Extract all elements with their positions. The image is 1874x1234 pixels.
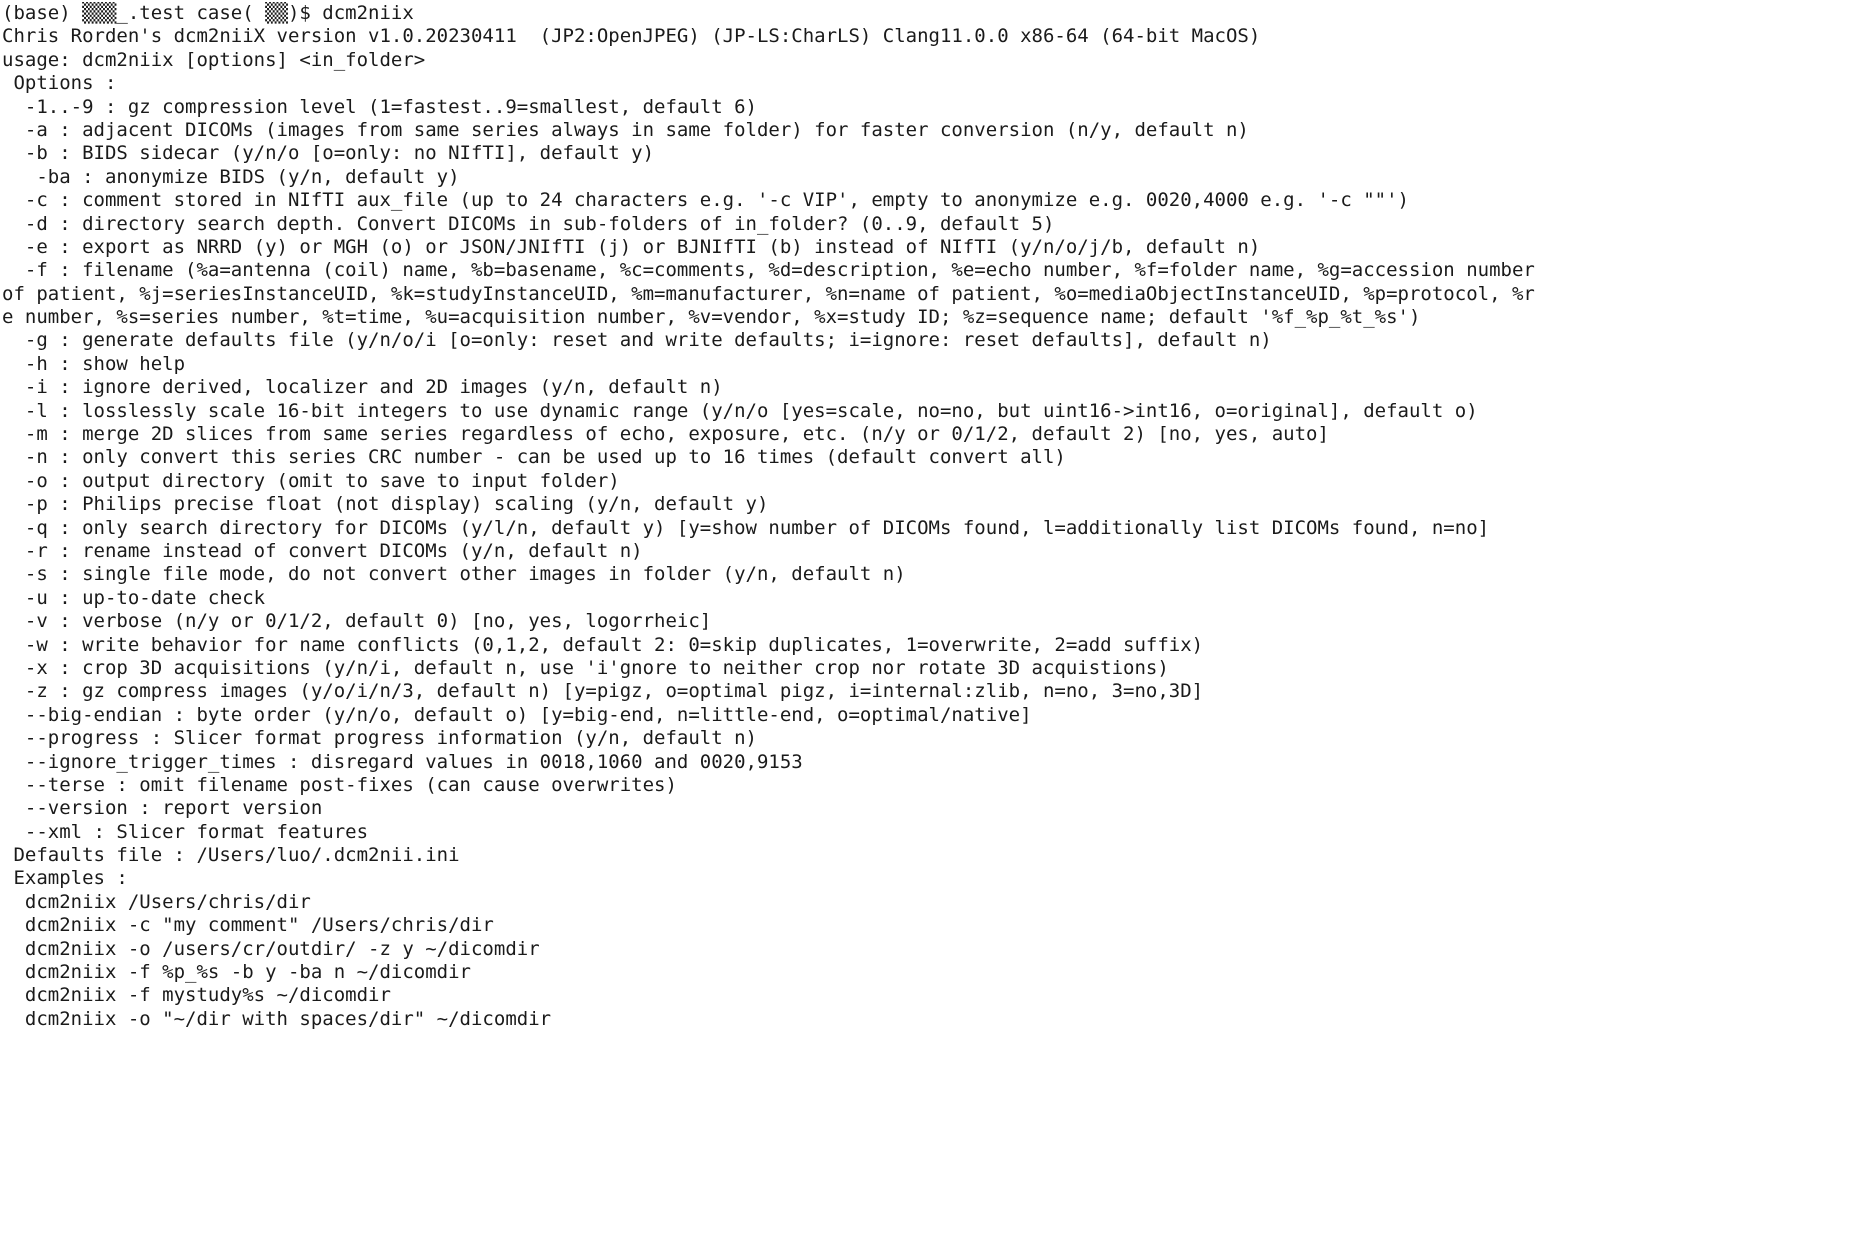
terminal-output-line: -q : only search directory for DICOMs (y/l/n, default y) [y=show number of DICOMs found, l=additionally list DICOMs found, n=no] [2, 516, 1490, 539]
terminal-output-line: -o : output directory (omit to save to input folder) [2, 469, 620, 492]
terminal-output-line: -v : verbose (n/y or 0/1/2, default 0) [no, yes, logorrheic] [2, 610, 712, 633]
terminal-output-line: -a : adjacent DICOMs (images from same series always in same folder) for faster conversion (n/y, default n) [2, 118, 1249, 141]
terminal-output-line: -e : export as NRRD (y) or MGH (o) or JSON/JNIfTI (j) or BJNIfTI (b) instead of NIfTI (y/n/o/j/b, default n) [2, 235, 1261, 258]
terminal-prompt-line: (base) ▒▒▒_.test case( ▒▒)$ dcm2niix [2, 2, 414, 24]
terminal-output-line: -l : losslessly scale 16-bit integers to use dynamic range (y/n/o [yes=scale, no=no, but uint16->int16, o=original], default o) [2, 399, 1478, 422]
terminal-output-line: -p : Philips precise float (not display) scaling (y/n, default y) [2, 493, 769, 516]
terminal-output-line: -d : directory search depth. Convert DICOMs in sub-folders of in_folder? (0..9, default 5) [2, 212, 1055, 235]
terminal-output-line: dcm2niix -o "~/dir with spaces/dir" ~/dicomdir [2, 1007, 552, 1030]
terminal-output-line: dcm2niix -f %p_%s -b y -ba n ~/dicomdir [2, 961, 471, 984]
terminal-output-line: -i : ignore derived, localizer and 2D images (y/n, default n) [2, 376, 723, 399]
terminal-output-line: --big-endian : byte order (y/n/o, default o) [y=big-end, n=little-end, o=optimal/native] [2, 703, 1032, 726]
terminal-output-line: -ba : anonymize BIDS (y/n, default y) [2, 165, 460, 188]
terminal-output-line: Examples : [2, 867, 128, 890]
terminal-output-line: dcm2niix -c "my comment" /Users/chris/dir [2, 914, 494, 937]
terminal-output-line: --ignore_trigger_times : disregard values in 0018,1060 and 0020,9153 [2, 750, 803, 773]
terminal-output-line: Options : [2, 72, 117, 95]
terminal-output-line: -r : rename instead of convert DICOMs (y/n, default n) [2, 539, 643, 562]
terminal-output-line: -u : up-to-date check [2, 586, 266, 609]
terminal-output-line: -n : only convert this series CRC number - can be used up to 16 times (default convert all) [2, 446, 1066, 469]
terminal-output-line: usage: dcm2niix [options] <in_folder> [2, 48, 426, 71]
terminal-output-line: -1..-9 : gz compression level (1=fastest..9=smallest, default 6) [2, 95, 757, 118]
terminal-output-line: e number, %s=series number, %t=time, %u=acquisition number, %v=vendor, %x=study ID; %z=sequence name; default '%f_%p_%t_%s') [2, 306, 1421, 329]
terminal-output-line: of patient, %j=seriesInstanceUID, %k=studyInstanceUID, %m=manufacturer, %n=name of patient, %o=mediaObjectInstanceUID, %p=protocol, %r [2, 282, 1535, 305]
terminal-output-line: --xml : Slicer format features [2, 820, 369, 843]
terminal-output-line: -s : single file mode, do not convert other images in folder (y/n, default n) [2, 563, 906, 586]
terminal-output-line: dcm2niix /Users/chris/dir [2, 890, 311, 913]
terminal-output-line: --progress : Slicer format progress information (y/n, default n) [2, 727, 757, 750]
terminal-output-line: -b : BIDS sidecar (y/n/o [o=only: no NIfTI], default y) [2, 142, 655, 165]
terminal-output [2, 25, 1568, 1031]
terminal-output-line: -g : generate defaults file (y/n/o/i [o=only: reset and write defaults; i=ignore: reset defaults], default n) [2, 329, 1272, 352]
terminal-output-line: -c : comment stored in NIfTI aux_file (up to 24 characters e.g. '-c VIP', empty to anonymize e.g. 0020,4000 e.g. '-c ""') [2, 189, 1409, 212]
terminal-output-line: -f : filename (%a=antenna (coil) name, %b=basename, %c=comments, %d=description, %e=echo number, %f=folder name, %g=accession number [2, 259, 1535, 282]
terminal-output-line: dcm2niix -o /users/cr/outdir/ -z y ~/dicomdir [2, 937, 540, 960]
terminal-output-line: -x : crop 3D acquisitions (y/n/i, default n, use 'i'gnore to neither crop nor rotate 3D acquistions) [2, 656, 1169, 679]
terminal-output-line: -w : write behavior for name conflicts (0,1,2, default 2: 0=skip duplicates, 1=overwrite, 2=add suffix) [2, 633, 1204, 656]
terminal-window[interactable] [2, 2, 1568, 1036]
terminal-output-line: --version : report version [2, 797, 323, 820]
terminal-output-line: --terse : omit filename post-fixes (can cause overwrites) [2, 773, 677, 796]
terminal-output-line: -h : show help [2, 352, 186, 375]
terminal-output-line: Defaults file : /Users/luo/.dcm2nii.ini [2, 844, 460, 867]
terminal-output-line: Chris Rorden's dcm2niiX version v1.0.20230411 (JP2:OpenJPEG) (JP-LS:CharLS) Clang11.0.0 x86-64 (64-bit MacOS) [2, 25, 1261, 48]
terminal-output-line: dcm2niix -f mystudy%s ~/dicomdir [2, 984, 391, 1007]
terminal-output-line: -m : merge 2D slices from same series regardless of echo, exposure, etc. (n/y or 0/1/2, default 2) [no, yes, auto] [2, 423, 1329, 446]
terminal-output-line: -z : gz compress images (y/o/i/n/3, default n) [y=pigz, o=optimal pigz, i=internal:zlib, n=no, 3=no,3D] [2, 680, 1204, 703]
